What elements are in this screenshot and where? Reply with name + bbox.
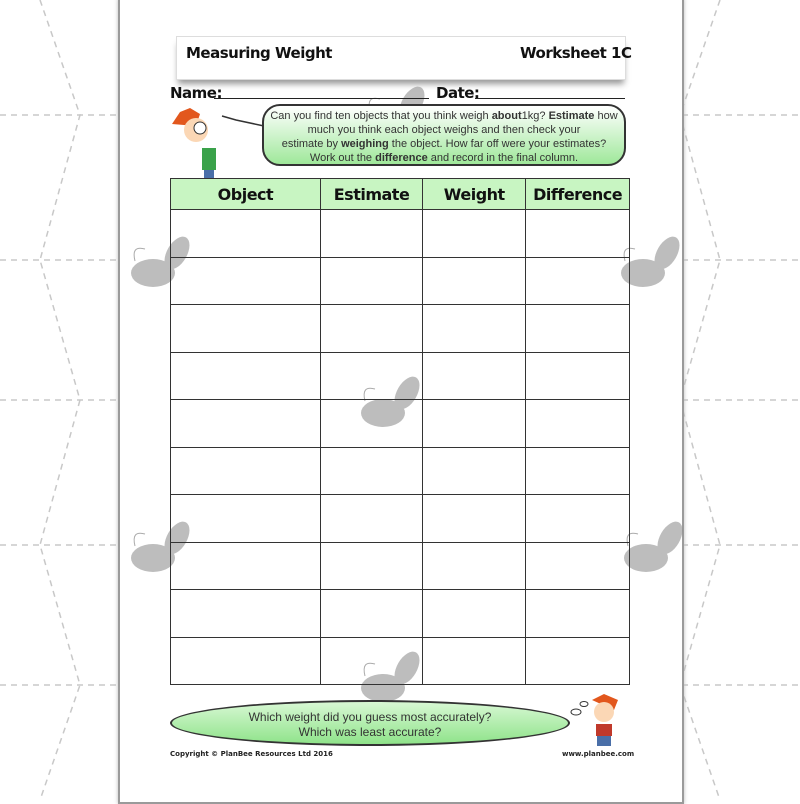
column-header-object: Object (171, 179, 321, 210)
cell-object[interactable] (171, 447, 321, 495)
instruction-bold: difference (375, 152, 428, 164)
table-row (171, 637, 630, 685)
cell-object[interactable] (171, 637, 321, 685)
cell-weight[interactable] (423, 305, 526, 353)
cell-estimate[interactable] (320, 400, 422, 448)
cell-difference[interactable] (526, 590, 630, 638)
cell-weight[interactable] (423, 447, 526, 495)
cell-difference[interactable] (526, 495, 630, 543)
cell-difference[interactable] (526, 305, 630, 353)
cell-weight[interactable] (423, 210, 526, 258)
cell-object[interactable] (171, 542, 321, 590)
cell-difference[interactable] (526, 210, 630, 258)
cell-difference[interactable] (526, 637, 630, 685)
cell-weight[interactable] (423, 495, 526, 543)
date-line[interactable] (475, 98, 625, 99)
cell-weight[interactable] (423, 542, 526, 590)
cell-estimate[interactable] (320, 637, 422, 685)
instructions-bubble (262, 104, 626, 166)
instruction-text: Work out the (309, 152, 376, 164)
table-row (171, 257, 630, 305)
cell-weight[interactable] (423, 257, 526, 305)
column-header-estimate: Estimate (320, 179, 422, 210)
cell-difference[interactable] (526, 257, 630, 305)
website-link[interactable]: www.planbee.com (562, 750, 635, 758)
bee-watermark-icon (618, 520, 698, 580)
name-label: Name: (170, 84, 222, 102)
table-row (171, 590, 630, 638)
cell-estimate[interactable] (320, 210, 422, 258)
instruction-text: and record in the final column. (427, 152, 579, 164)
table-row (171, 495, 630, 543)
cell-weight[interactable] (423, 400, 526, 448)
copyright-text: Copyright © PlanBee Resources Ltd 2016 (170, 750, 333, 758)
cell-difference[interactable] (526, 352, 630, 400)
cell-estimate[interactable] (320, 257, 422, 305)
cell-estimate[interactable] (320, 590, 422, 638)
cell-weight[interactable] (423, 637, 526, 685)
cell-estimate[interactable] (320, 495, 422, 543)
cell-object[interactable] (171, 495, 321, 543)
cell-object[interactable] (171, 590, 321, 638)
table-row (171, 352, 630, 400)
instruction-text: estimate by (281, 138, 342, 150)
cell-estimate[interactable] (320, 447, 422, 495)
table-row (171, 400, 630, 448)
instruction-text: how much you think each object weighs and then check your (307, 110, 618, 136)
instruction-bold: about (491, 110, 522, 122)
question-oval (170, 700, 570, 746)
table-row (171, 305, 630, 353)
worksheet-number: Worksheet 1C (520, 44, 632, 62)
table-row (171, 542, 630, 590)
date-label: Date: (436, 84, 480, 102)
cell-difference[interactable] (526, 447, 630, 495)
cell-difference[interactable] (526, 400, 630, 448)
cell-weight[interactable] (423, 590, 526, 638)
table-row (171, 447, 630, 495)
cell-object[interactable] (171, 305, 321, 353)
cell-object[interactable] (171, 257, 321, 305)
column-header-weight: Weight (423, 179, 526, 210)
instruction-text: Can you find ten objects that you think weigh (270, 110, 492, 122)
recording-table (170, 178, 630, 685)
instruction-bold: Estimate (548, 110, 595, 122)
boy-cartoon-icon (166, 104, 266, 184)
cell-weight[interactable] (423, 352, 526, 400)
cell-difference[interactable] (526, 542, 630, 590)
instruction-text: the object. How far off were your estimates? (388, 138, 607, 150)
cell-object[interactable] (171, 400, 321, 448)
cell-object[interactable] (171, 210, 321, 258)
cell-estimate[interactable] (320, 542, 422, 590)
question-line: Which weight did you guess most accurately? (248, 710, 492, 724)
cell-estimate[interactable] (320, 352, 422, 400)
column-header-difference: Difference (526, 179, 630, 210)
cell-estimate[interactable] (320, 305, 422, 353)
instruction-bold: weighing (341, 138, 389, 150)
thinking-boy-icon (570, 694, 630, 750)
instruction-text: 1kg? (521, 110, 549, 122)
cell-object[interactable] (171, 352, 321, 400)
table-row (171, 210, 630, 258)
question-line: Which was least accurate? (298, 725, 442, 739)
name-line[interactable] (214, 98, 429, 99)
worksheet-title: Measuring Weight (186, 44, 332, 62)
